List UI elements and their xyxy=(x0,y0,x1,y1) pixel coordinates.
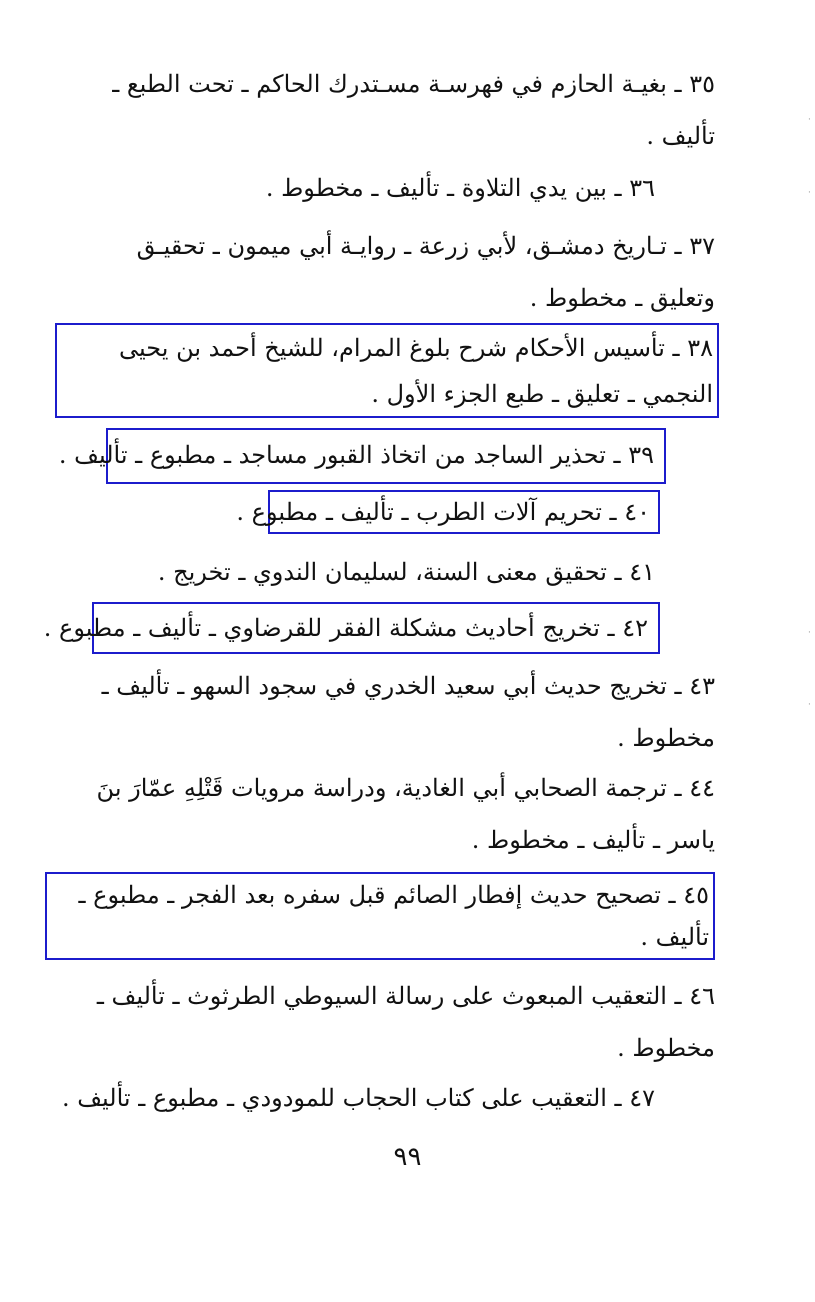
margin-mark: · xyxy=(808,188,811,198)
page-number: ٩٩ xyxy=(393,1142,422,1172)
entry-41-line-1: ٤١ ـ تحقيق معنى السنة، لسليمان الندوي ـ تخريج . xyxy=(157,558,655,586)
entry-37 xyxy=(55,220,715,324)
entry-41 xyxy=(150,546,655,598)
entry-42 xyxy=(43,602,660,654)
entry-38-line-2: النجمي ـ تعليق ـ طبع الجزء الأول . xyxy=(371,380,713,408)
entry-43 xyxy=(55,660,715,764)
entry-47-line-1: ٤٧ ـ التعقيب على كتاب الحجاب للمودودي ـ مطبوع ـ تأليف . xyxy=(61,1084,655,1112)
entry-43-line-1: ٤٣ ـ تخريج حديث أبي سعيد الخدري في سجود السهو ـ تأليف ـ xyxy=(101,672,715,700)
entry-39-line-1: ٣٩ ـ تحذير الساجد من اتخاذ القبور مساجد ـ مطبوع ـ تأليف . xyxy=(58,441,654,469)
margin-mark: · xyxy=(808,700,811,710)
entry-46-line-1: ٤٦ ـ التعقيب المبعوث على رسالة السيوطي الطرثوث ـ تأليف ـ xyxy=(96,982,715,1010)
entry-40-line-1: ٤٠ ـ تحريم آلات الطرب ـ تأليف ـ مطبوع . xyxy=(236,498,650,526)
entry-40 xyxy=(236,490,660,534)
entry-42-line-1: ٤٢ ـ تخريج أحاديث مشكلة الفقر للقرضاوي ـ تأليف ـ مطبوع . xyxy=(43,614,648,642)
entry-43-line-2: مخطوط . xyxy=(617,724,715,752)
entry-46 xyxy=(55,970,715,1074)
entry-37-line-1: ٣٧ ـ تـاريخ دمشـق، لأبي زرعة ـ روايـة أبي ميمون ـ تحقيـق xyxy=(136,232,715,260)
entry-36 xyxy=(55,162,655,214)
entry-44-line-1: ٤٤ ـ ترجمة الصحابي أبي الغادية، ودراسة مرويات قَتْلِهِ عمّارَ بنَ xyxy=(96,774,715,802)
entry-45 xyxy=(45,872,715,960)
entry-38-line-1: ٣٨ ـ تأسيس الأحكام شرح بلوغ المرام، للشيخ أحمد بن يحيى xyxy=(119,334,713,362)
entry-39 xyxy=(58,428,666,484)
entry-35 xyxy=(55,58,715,162)
entry-44 xyxy=(55,762,715,866)
entry-44-line-2: ياسر ـ تأليف ـ مخطوط . xyxy=(471,826,715,854)
margin-mark: · xyxy=(808,115,811,125)
entry-45-line-1: ٤٥ ـ تصحيح حديث إفطار الصائم قبل سفره بعد الفجر ـ مطبوع ـ xyxy=(78,881,709,909)
margin-mark: · xyxy=(808,628,811,638)
entry-47 xyxy=(61,1072,655,1124)
entry-35-line-2: تأليف . xyxy=(646,122,715,150)
entry-38 xyxy=(55,323,719,418)
entry-37-line-2: وتعليق ـ مخطوط . xyxy=(529,284,715,312)
entry-35-line-1: ٣٥ ـ بغيـة الحازم في فهرسـة مسـتدرك الحاكم ـ تحت الطبع ـ xyxy=(112,70,715,98)
entry-36-line-1: ٣٦ ـ بين يدي التلاوة ـ تأليف ـ مخطوط . xyxy=(265,174,655,202)
entry-45-line-2: تأليف . xyxy=(640,923,709,951)
entry-46-line-2: مخطوط . xyxy=(617,1034,715,1062)
